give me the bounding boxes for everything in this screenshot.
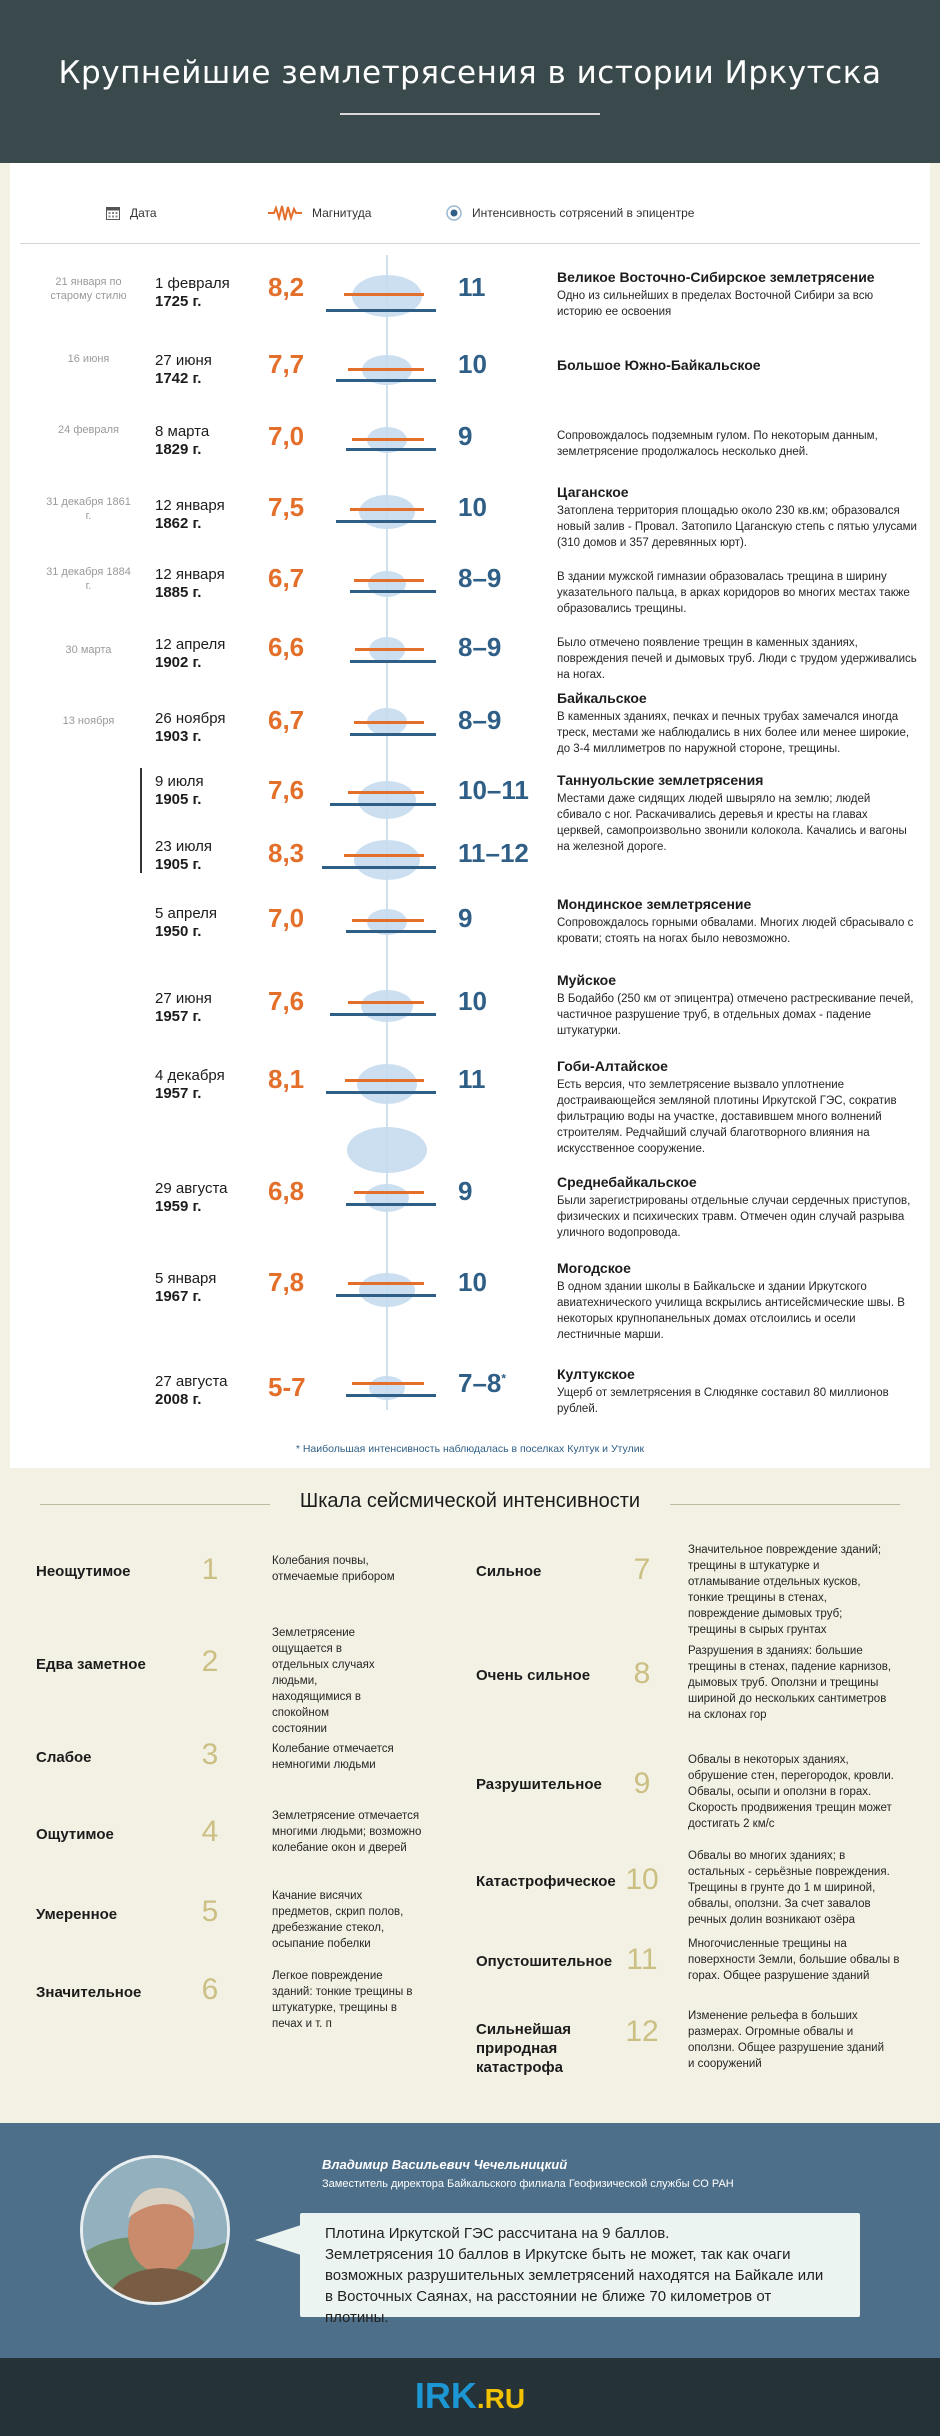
event-year: 1967 г. xyxy=(155,1288,202,1305)
event-info xyxy=(557,772,917,855)
magnitude-bar xyxy=(355,648,424,651)
event-day: 8 марта xyxy=(155,423,210,440)
event-magnitude: 6,8 xyxy=(268,1176,305,1206)
magnitude-bar xyxy=(348,791,424,794)
event-day: 26 ноября xyxy=(155,710,226,727)
event-magnitude: 7,0 xyxy=(268,421,305,451)
event-year: 1959 г. xyxy=(155,1198,202,1215)
intensity-bar xyxy=(330,803,436,806)
event-title: Гоби-Алтайское xyxy=(557,1058,668,1074)
event-date xyxy=(155,1067,275,1103)
magnitude-bar xyxy=(348,1001,424,1004)
event-title: Среднебайкальское xyxy=(557,1174,697,1190)
scale-title: Шкала сейсмической интенсивности xyxy=(299,1490,641,1512)
scale-level-name: Слабое xyxy=(36,1749,92,1766)
event-magnitude: 7,7 xyxy=(268,349,305,379)
quote-bubble-tail xyxy=(255,2225,301,2255)
event-year: 1950 г. xyxy=(155,923,202,940)
scale-level-description: Легкое повреждение зданий: тонкие трещины в штукатурке, трещины в печах и т. п xyxy=(272,1970,413,2030)
event-date xyxy=(155,710,275,746)
scale-level-name: Едва заметное xyxy=(36,1656,146,1673)
event-intensity: 10 xyxy=(458,349,487,379)
seismic-wave xyxy=(354,840,420,880)
event-date xyxy=(155,423,275,459)
expert-photo xyxy=(80,2155,230,2305)
event-intensity-value: 7–8 xyxy=(458,1368,502,1398)
magnitude-bar xyxy=(344,293,424,296)
event-day: 12 января xyxy=(155,497,225,514)
event-orig-date: 31 декабря 1861 г. xyxy=(46,496,131,522)
scale-level-number: 8 xyxy=(633,1657,651,1690)
intensity-bar xyxy=(326,309,436,312)
event-date xyxy=(155,636,275,672)
event-magnitude: 7,8 xyxy=(268,1267,305,1297)
scale-level-name: Сильнейшая природная катастрофа xyxy=(476,2021,572,2076)
event-description: Были зарегистрированы отдельные случаи сердечных приступов, физических и психических травм. Отмечен один случай разрыва уличного водопровода. xyxy=(557,1195,911,1239)
magnitude-bar xyxy=(354,1191,424,1194)
scale-level-description: Многочисленные трещины на поверхности Земли, большие обвалы в горах. Общее разрушение зданий xyxy=(688,1938,900,1982)
event-title: Цаганское xyxy=(557,484,629,500)
event-magnitude: 6,7 xyxy=(268,705,305,735)
scale-level-name: Ощутимое xyxy=(36,1826,114,1843)
event-year: 1905 г. xyxy=(155,856,202,873)
scale-level-name: Разрушительное xyxy=(476,1776,602,1793)
expert-role: Заместитель директора Байкальского филиала Геофизической службы СО РАН xyxy=(322,2178,734,2190)
scale-level-description: Землетрясение отмечается многими людьми; возможно колебание окон и дверей xyxy=(272,1810,422,1854)
event-intensity: 8–9 xyxy=(458,563,502,593)
event-info xyxy=(557,1058,917,1157)
footnote: * Наибольшая интенсивность наблюдалась в поселках Култук и Утулик xyxy=(295,1443,645,1455)
header-banner xyxy=(0,0,940,163)
quote-bubble xyxy=(300,2213,860,2326)
event-date xyxy=(155,773,275,809)
event-date xyxy=(155,497,275,533)
intensity-bar xyxy=(346,930,436,933)
event-day: 29 августа xyxy=(155,1180,228,1197)
seismic-wave xyxy=(368,571,406,597)
event-day: 1 февраля xyxy=(155,275,230,292)
event-title: Большое Южно-Байкальское xyxy=(557,357,761,373)
scale-level-name: Неощутимое xyxy=(36,1563,131,1580)
quote-line: возможных разрушительных землетрясений находятся на Байкале или xyxy=(325,2267,824,2284)
legend-intensity xyxy=(446,203,694,223)
magnitude-bar xyxy=(352,1382,424,1385)
event-title: Култукское xyxy=(557,1366,635,1382)
event-intensity: 8–9 xyxy=(458,705,502,735)
event-year: 1725 г. xyxy=(155,293,202,310)
epicenter-icon xyxy=(446,205,462,221)
intensity-bar xyxy=(336,379,436,382)
event-magnitude: 7,0 xyxy=(268,903,305,933)
event-intensity: 10–11 xyxy=(458,775,529,805)
magnitude-bar xyxy=(348,368,424,371)
irk-logo[interactable] xyxy=(0,2375,940,2417)
event-orig-date: 13 ноября xyxy=(62,715,115,727)
quote-line: Плотина Иркутской ГЭС рассчитана на 9 баллов. xyxy=(325,2225,670,2242)
event-year: 1885 г. xyxy=(155,584,202,601)
intensity-bar xyxy=(322,866,436,869)
event-orig-date: 30 марта xyxy=(65,644,112,656)
seismic-wave xyxy=(357,1064,417,1104)
event-intensity: 8–9 xyxy=(458,632,502,662)
event-magnitude: 5-7 xyxy=(268,1372,306,1402)
scale-level-number: 6 xyxy=(201,1973,219,2006)
event-intensity: 9 xyxy=(458,421,473,451)
calendar-icon xyxy=(106,206,120,220)
scale-level-number: 3 xyxy=(201,1738,219,1771)
event-day: 4 декабря xyxy=(155,1067,225,1084)
event-date xyxy=(155,275,275,311)
intensity-bar xyxy=(336,520,436,523)
event-magnitude: 8,2 xyxy=(268,272,305,302)
event-description: Затоплена территория площадью около 230 кв.км; образовался новый залив - Провал. Затопило Цаганскую степь с пятью улусами (310 домов и 357 деревянных юрт). xyxy=(557,505,917,549)
intensity-bar xyxy=(330,1013,436,1016)
event-description: Ущерб от землетрясения в Слюдянке составил 80 миллионов рублей. xyxy=(557,1387,889,1415)
scale-level-name: Катастрофическое xyxy=(476,1873,616,1890)
intensity-bar xyxy=(346,448,436,451)
event-info xyxy=(557,972,917,1039)
event-intensity: 10 xyxy=(458,1267,487,1297)
intensity-bar xyxy=(350,733,436,736)
seismic-wave xyxy=(347,1127,427,1173)
event-day: 27 июня xyxy=(155,352,212,369)
magnitude-bar xyxy=(344,854,424,857)
scale-level-name: Сильное xyxy=(476,1563,542,1580)
event-date xyxy=(155,1373,275,1409)
intensity-bar xyxy=(336,1294,436,1297)
event-info xyxy=(557,269,917,320)
scale-level-number: 5 xyxy=(201,1895,219,1928)
event-year: 1902 г. xyxy=(155,654,202,671)
quote-line: Землетрясения 10 баллов в Иркутске быть не может, так как очаги xyxy=(325,2246,791,2263)
event-date xyxy=(155,352,275,388)
event-magnitude: 8,1 xyxy=(268,1064,305,1094)
event-year: 1862 г. xyxy=(155,515,202,532)
intensity-bar xyxy=(326,1091,436,1094)
seismic-wave xyxy=(359,495,415,529)
event-description: Сопровождалось подземным гулом. По некоторым данным, землетрясение продолжалось несколько дней. xyxy=(557,430,878,458)
event-info xyxy=(557,1174,917,1241)
event-year: 1742 г. xyxy=(155,370,202,387)
event-title: Байкальское xyxy=(557,690,647,706)
event-orig-date: 31 декабря 1884 г. xyxy=(46,566,131,592)
scale-level-name: Опустошительное xyxy=(476,1953,613,1970)
event-info xyxy=(557,425,917,460)
scale-level-name: Очень сильное xyxy=(476,1667,591,1684)
seismic-wave xyxy=(361,990,413,1022)
event-info xyxy=(557,690,917,757)
legend-divider xyxy=(20,243,920,244)
event-day: 5 апреля xyxy=(155,905,218,922)
event-day: 9 июля xyxy=(155,773,204,790)
event-intensity xyxy=(458,1368,558,1399)
event-year: 1957 г. xyxy=(155,1008,202,1025)
scale-level-description: Качание висячих предметов, скрип полов, дребезжание стекол, осыпание побелки xyxy=(272,1890,404,1950)
event-magnitude: 6,7 xyxy=(268,563,305,593)
scale-level-number: 12 xyxy=(625,2015,659,2048)
tannu-ola-bracket xyxy=(140,768,142,873)
event-description: Было отмечено появление трещин в каменных зданиях, повреждения печей и дымовых труб. Люди с трудом удерживались на ногах. xyxy=(557,637,917,681)
quote-line: в Восточных Саянах, на расстоянии не ближе 70 километров от плотины. xyxy=(325,2288,772,2326)
scale-level-name: Значительное xyxy=(36,1984,142,2001)
event-intensity: 10 xyxy=(458,492,487,522)
event-description: В одном здании школы в Байкальске и здании Иркутского авиатехнического училища вскрылись антисейсмические швы. В некоторых крупнопанельных домах отслоились и осели лестничные марши. xyxy=(557,1281,905,1341)
event-intensity: 11 xyxy=(458,272,486,302)
event-info xyxy=(557,1260,917,1343)
scale-level-number: 4 xyxy=(201,1815,219,1848)
event-description: Местами даже сидящих людей швыряло на землю; людей сбивало с ног. Раскачивались деревья и кресты на главах церквей, самопроизвольно звонили колокола. Качались и вагоны на железной дороге. xyxy=(557,793,907,853)
event-year: 1905 г. xyxy=(155,791,202,808)
event-magnitude: 7,5 xyxy=(268,492,305,522)
intensity-bar xyxy=(346,1203,436,1206)
scale-level-number: 11 xyxy=(626,1943,658,1976)
event-intensity: 10 xyxy=(458,986,487,1016)
event-year: 1829 г. xyxy=(155,441,202,458)
page-title: Крупнейшие землетрясения в истории Иркутска xyxy=(58,55,882,91)
event-intensity: 11 xyxy=(458,1064,486,1094)
event-year: 1903 г. xyxy=(155,728,202,745)
event-info xyxy=(557,1366,917,1417)
event-info xyxy=(557,484,917,551)
event-day: 12 января xyxy=(155,566,225,583)
logo-main: IRK xyxy=(414,2375,477,2416)
event-intensity: 9 xyxy=(458,903,473,933)
event-description: В Бодайбо (250 км от эпицентра) отмечено растрескивание печей, частичное разрушение труб, в отдельных домах - падение штукатурки. xyxy=(557,993,914,1037)
logo-tld: .RU xyxy=(476,2383,526,2414)
scale-level-number: 10 xyxy=(625,1863,659,1896)
scale-level-number: 9 xyxy=(633,1767,651,1800)
scale-level-name: Умеренное xyxy=(36,1906,118,1923)
title-underline xyxy=(340,113,600,115)
event-info xyxy=(557,357,917,376)
event-orig-date: 16 июня xyxy=(67,353,110,365)
event-info xyxy=(557,632,917,683)
event-description: Сопровождалось горными обвалами. Многих людей сбрасывало с кровати; стоять на ногах было невозможно. xyxy=(557,917,914,945)
scale-level-description: Колебания почвы, отмечаемые прибором xyxy=(272,1555,395,1583)
event-date xyxy=(155,566,275,602)
scale-level-description: Обвалы во многих зданиях; в остальных - серьёзные повреждения. Трещины в грунте до 1 м шириной, обвалы, оползни. За счет завалов речных долин возникают озёра xyxy=(688,1850,890,1926)
event-description: Одно из сильнейших в пределах Восточной Сибири за всю историю ее освоения xyxy=(557,290,874,318)
scale-level-description: Изменение рельефа в больших размерах. Огромные обвалы и оползни. Общее разрушение зданий и сооружений xyxy=(688,2010,885,2070)
event-date xyxy=(155,1270,275,1306)
event-date xyxy=(155,905,275,941)
scale-level-description: Значительное повреждение зданий; трещины в штукатурке и отламывание отдельных кусков, тонкие трещины в стенах, повреждение дымовых труб; трещины в сырых грунтах xyxy=(688,1544,882,1636)
event-year: 1957 г. xyxy=(155,1085,202,1102)
event-orig-date: 24 февраля xyxy=(58,424,119,436)
seismic-wave xyxy=(358,781,416,819)
event-title: Великое Восточно-Сибирское землетрясение xyxy=(557,269,875,285)
event-day: 27 июня xyxy=(155,990,212,1007)
scale-level-description: Колебание отмечается немногими людьми xyxy=(272,1743,394,1771)
scale-level-description: Землетрясение ощущается в отдельных случаях людьми, находящимися в спокойном состоянии xyxy=(272,1627,375,1735)
legend-magnitude-label: Магнитуда xyxy=(312,206,372,220)
event-date xyxy=(155,990,275,1026)
magnitude-bar xyxy=(350,508,424,511)
event-intensity: 9 xyxy=(458,1176,473,1206)
intensity-bar xyxy=(350,660,436,663)
scale-level-number: 2 xyxy=(201,1645,219,1678)
event-magnitude: 8,3 xyxy=(268,838,305,868)
intensity-bar xyxy=(350,590,436,593)
person-avatar-icon xyxy=(83,2158,230,2305)
scale-level-description: Обвалы в некоторых зданиях, обрушение стен, перегородок, кровли. Обвалы, осыпи и оползни в горах. Скорость продвижения трещин может достигать 2 км/с xyxy=(688,1754,894,1830)
event-info xyxy=(557,896,917,947)
seismic-wave xyxy=(365,1184,409,1212)
event-description: В каменных зданиях, печках и печных трубах замечался иногда треск, местами же наблюдались в них более или менее широкие, до 3-4 миллиметров по наружной стороне, трещины. xyxy=(557,711,910,755)
intensity-footnote-mark: * xyxy=(501,1371,507,1386)
event-day: 27 августа xyxy=(155,1373,228,1390)
magnitude-bar xyxy=(352,438,424,441)
event-year: 2008 г. xyxy=(155,1391,202,1408)
seismogram-icon xyxy=(268,205,302,221)
scale-level-number: 1 xyxy=(201,1553,219,1586)
event-date xyxy=(155,838,275,874)
event-orig-date: 21 января по старому стилю xyxy=(50,276,127,302)
magnitude-bar xyxy=(354,579,424,582)
event-title: Мондинское землетрясение xyxy=(557,896,752,912)
seismic-wave xyxy=(359,1273,415,1307)
magnitude-bar xyxy=(348,1282,424,1285)
magnitude-bar xyxy=(352,919,424,922)
legend-date-label: Дата xyxy=(130,206,157,220)
legend-magnitude xyxy=(268,203,371,223)
event-day: 12 апреля xyxy=(155,636,226,653)
event-intensity: 11–12 xyxy=(458,838,529,868)
magnitude-bar xyxy=(354,721,424,724)
event-date xyxy=(155,1180,275,1216)
event-day: 5 января xyxy=(155,1270,217,1287)
legend-intensity-label: Интенсивность сотрясений в эпицентре xyxy=(472,206,695,220)
legend-date xyxy=(106,203,157,223)
event-description: В здании мужской гимназии образовалась трещина в ширину указательного пальца, в арках коридоров во многих местах также образовались трещины. xyxy=(557,571,910,615)
event-info xyxy=(557,566,917,617)
event-description: Есть версия, что землетрясение вызвало уплотнение достраивающейся земляной плотины Иркутской ГЭС, сократив фильтрацию воды на участке, доставившем много волнений строителям. Редчайший случай благотворного влияния на искусственное сооружение. xyxy=(557,1079,897,1155)
event-title: Таннуольские землетрясения xyxy=(557,772,764,788)
event-title: Могодское xyxy=(557,1260,631,1276)
event-magnitude: 7,6 xyxy=(268,986,305,1016)
event-magnitude: 6,6 xyxy=(268,632,305,662)
expert-name: Владимир Васильевич Чечельницкий xyxy=(322,2157,568,2172)
magnitude-bar xyxy=(345,1079,424,1082)
event-title: Муйское xyxy=(557,972,617,988)
scale-level-description: Разрушения в зданиях: большие трещины в стенах, падение карнизов, дымовых труб. Оползни и трещины шириной до нескольких сантиметров на склонах гор xyxy=(688,1645,892,1721)
scale-level-number: 7 xyxy=(633,1553,651,1586)
event-day: 23 июля xyxy=(155,838,213,855)
intensity-bar xyxy=(346,1394,436,1397)
event-magnitude: 7,6 xyxy=(268,775,305,805)
